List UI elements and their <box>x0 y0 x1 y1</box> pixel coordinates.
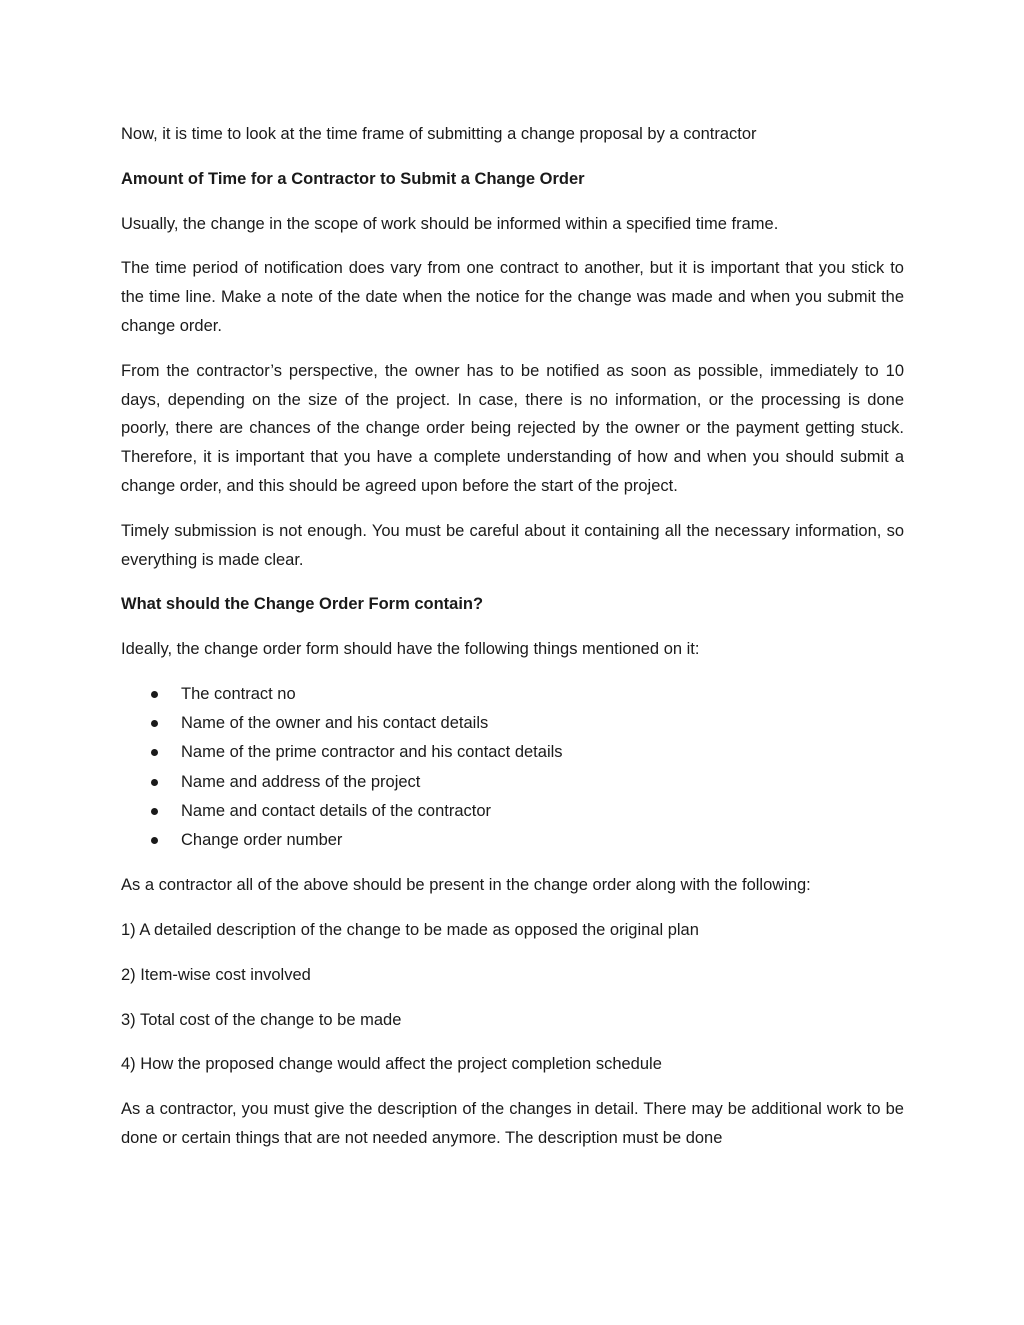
paragraph-timely-submission: Timely submission is not enough. You must be careful about it containing all the necessary information, so everything is made clear. <box>121 521 904 569</box>
paragraph-final: As a contractor, you must give the description of the changes in detail. There may be additional work to be done or certain things that are not needed anymore. The description must be done <box>121 1100 904 1147</box>
list-item-text: Name and contact details of the contractor <box>181 801 492 820</box>
bullet-icon <box>151 837 158 844</box>
list-item-text: Name and address of the project <box>181 772 421 791</box>
section-heading-form-contents: What should the Change Order Form contain? <box>121 595 484 614</box>
bullet-icon <box>151 779 158 786</box>
paragraph-time-period: The time period of notification does vary from one contract to another, but it is important that you stick to the time line. Make a note of the date when the notice for the change was made and when you submit the change order. <box>121 259 904 335</box>
list-item <box>121 738 904 767</box>
paragraph-contractor-perspective: From the contractor’s perspective, the owner has to be notified as soon as possible, immediately to 10 days, depending on the size of the project. In case, there is no information, or the processing is done poorly, there are chances of the change order being rejected by the owner or the payment getting stuck. Therefore, it is important that you have a complete understanding of how and when you should submit a change order, and this should be agreed upon before the start of the project. <box>121 361 904 495</box>
bullet-icon <box>151 691 158 698</box>
form-items-list <box>121 680 904 855</box>
bullet-icon <box>151 749 158 756</box>
list-item <box>121 826 904 855</box>
paragraph-as-contractor: As a contractor all of the above should be present in the change order along with the following: <box>121 876 811 895</box>
list-item-text: The contract no <box>181 684 296 703</box>
document-page <box>121 120 904 1169</box>
section-heading-time-frame: Amount of Time for a Contractor to Submit a Change Order <box>121 169 585 188</box>
list-item-text: Name of the prime contractor and his contact details <box>181 743 563 762</box>
list-item <box>121 768 904 797</box>
numbered-item-1: 1) A detailed description of the change to be made as opposed the original plan <box>121 920 699 939</box>
bullet-icon <box>151 720 158 727</box>
numbered-item-4: 4) How the proposed change would affect the project completion schedule <box>121 1055 662 1074</box>
list-item <box>121 709 904 738</box>
list-item <box>121 797 904 826</box>
intro-paragraph: Now, it is time to look at the time frame of submitting a change proposal by a contractor <box>121 125 757 143</box>
paragraph-usually: Usually, the change in the scope of work should be informed within a specified time frame. <box>121 214 779 233</box>
list-item-text: Name of the owner and his contact details <box>181 714 489 733</box>
list-item-text: Change order number <box>181 830 343 849</box>
list-item <box>121 680 904 709</box>
numbered-item-2: 2) Item-wise cost involved <box>121 965 311 984</box>
paragraph-ideally: Ideally, the change order form should have the following things mentioned on it: <box>121 640 700 659</box>
numbered-item-3: 3) Total cost of the change to be made <box>121 1010 402 1029</box>
bullet-icon <box>151 808 158 815</box>
